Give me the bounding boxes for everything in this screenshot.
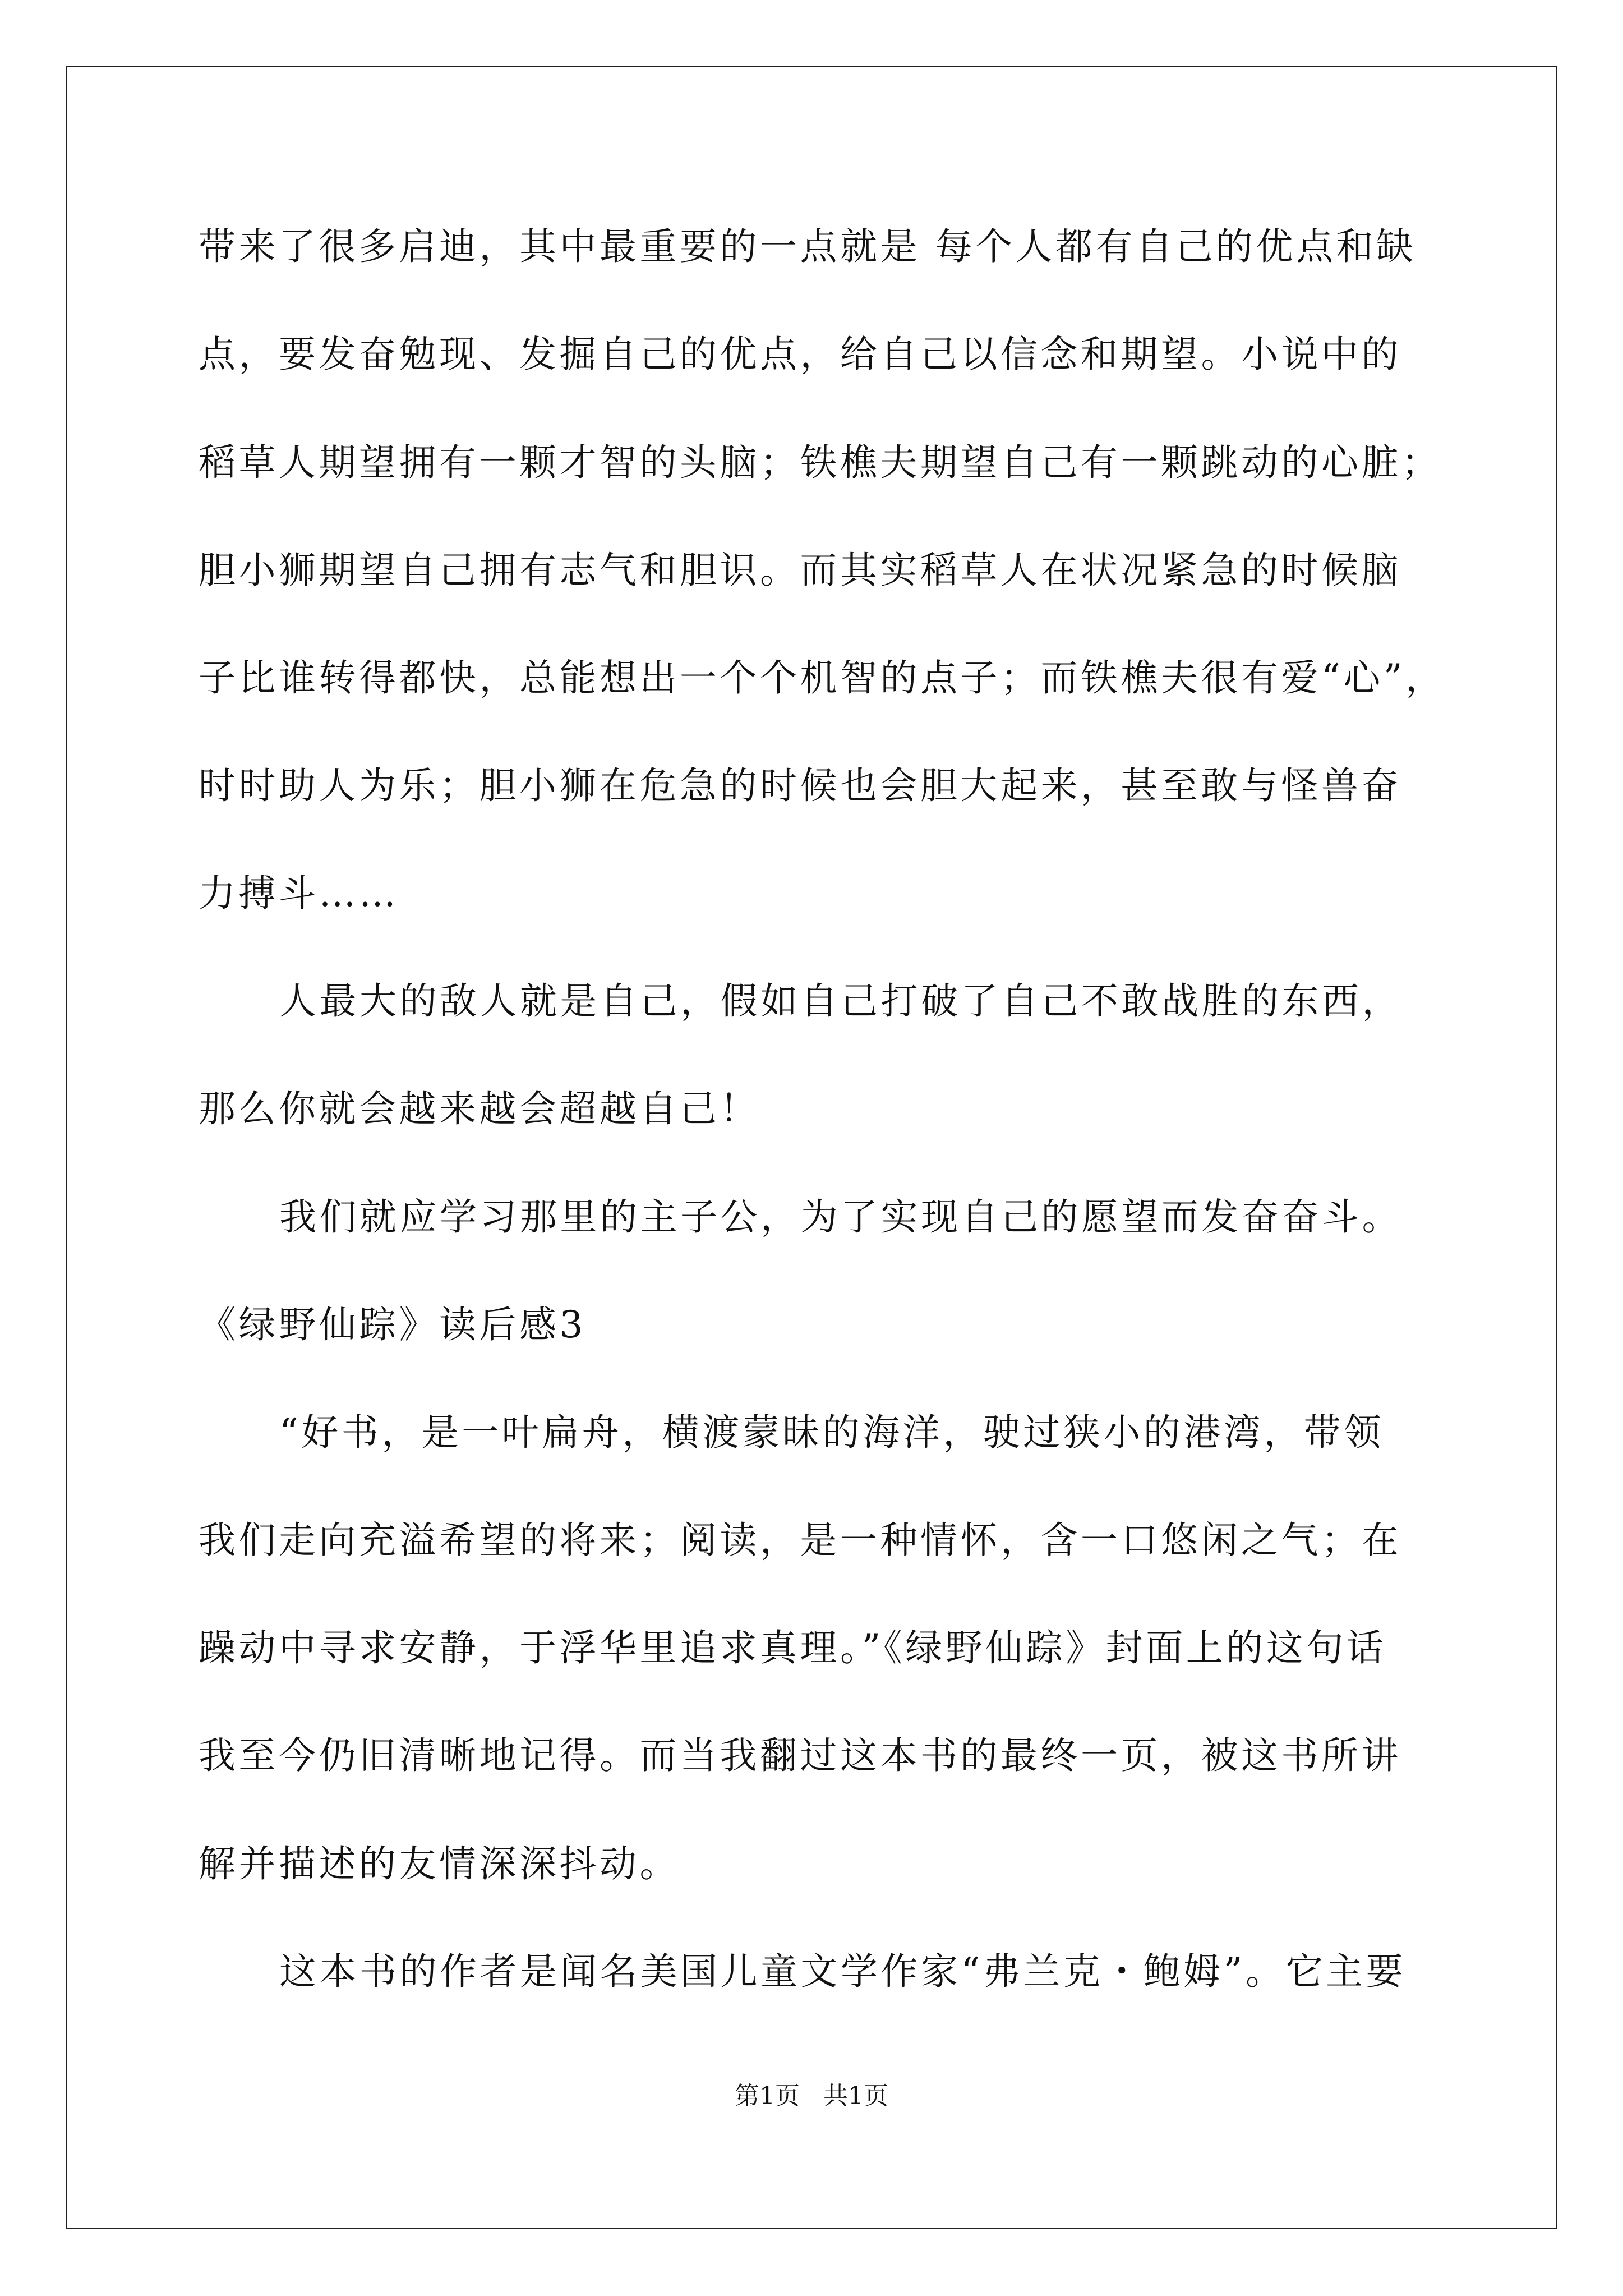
text-line: 点，要发奋勉现、发掘自己的优点，给自己以信念和期望。小说中的 <box>199 333 1401 376</box>
text-line: 我们就应学习那里的主子公，为了实现自己的愿望而发奋奋斗。 <box>279 1195 1402 1239</box>
page-border <box>66 66 1557 2229</box>
text-line: 躁动中寻求安静，于浮华里追求真理。”《绿野仙踪》封面上的这句话 <box>199 1626 1387 1669</box>
text-line: 子比谁转得都快，总能想出一个个机智的点子；而铁樵夫很有爱“心”， <box>199 656 1446 700</box>
text-line: 时时助人为乐；胆小狮在危急的时候也会胆大起来，甚至敢与怪兽奋 <box>199 764 1401 807</box>
text-line: 胆小狮期望自己拥有志气和胆识。而其实稻草人在状况紧急的时候脑 <box>199 549 1401 592</box>
text-line: 人最大的敌人就是自己，假如自己打破了自己不敢战胜的东西， <box>279 979 1402 1023</box>
text-line: “好书，是一叶扁舟，横渡蒙昧的海洋，驶过狭小的港湾，带领 <box>279 1411 1384 1454</box>
section-heading: 《绿野仙踪》读后感3 <box>199 1303 586 1346</box>
text-line: 我们走向充溢希望的将来；阅读，是一种情怀，含一口悠闲之气；在 <box>199 1519 1401 1562</box>
text-line: 我至今仍旧清晰地记得。而当我翻过这本书的最终一页，被这书所讲 <box>199 1734 1401 1777</box>
text-line: 解并描述的友情深深抖动。 <box>199 1842 680 1885</box>
text-line: 这本书的作者是闻名美国儿童文学作家“弗兰克・鲍姆”。它主要 <box>279 1950 1406 1993</box>
text-line: 稻草人期望拥有一颗才智的头脑；铁樵夫期望自己有一颗跳动的心脏； <box>199 441 1442 484</box>
text-line: 力搏斗…… <box>199 872 399 915</box>
page-footer: 第1页 共1页 <box>735 2082 888 2110</box>
text-line: 那么你就会越来越会超越自己！ <box>199 1087 760 1130</box>
text-line: 带来了很多启迪，其中最重要的一点就是 每个人都有自己的优点和缺 <box>199 225 1417 268</box>
